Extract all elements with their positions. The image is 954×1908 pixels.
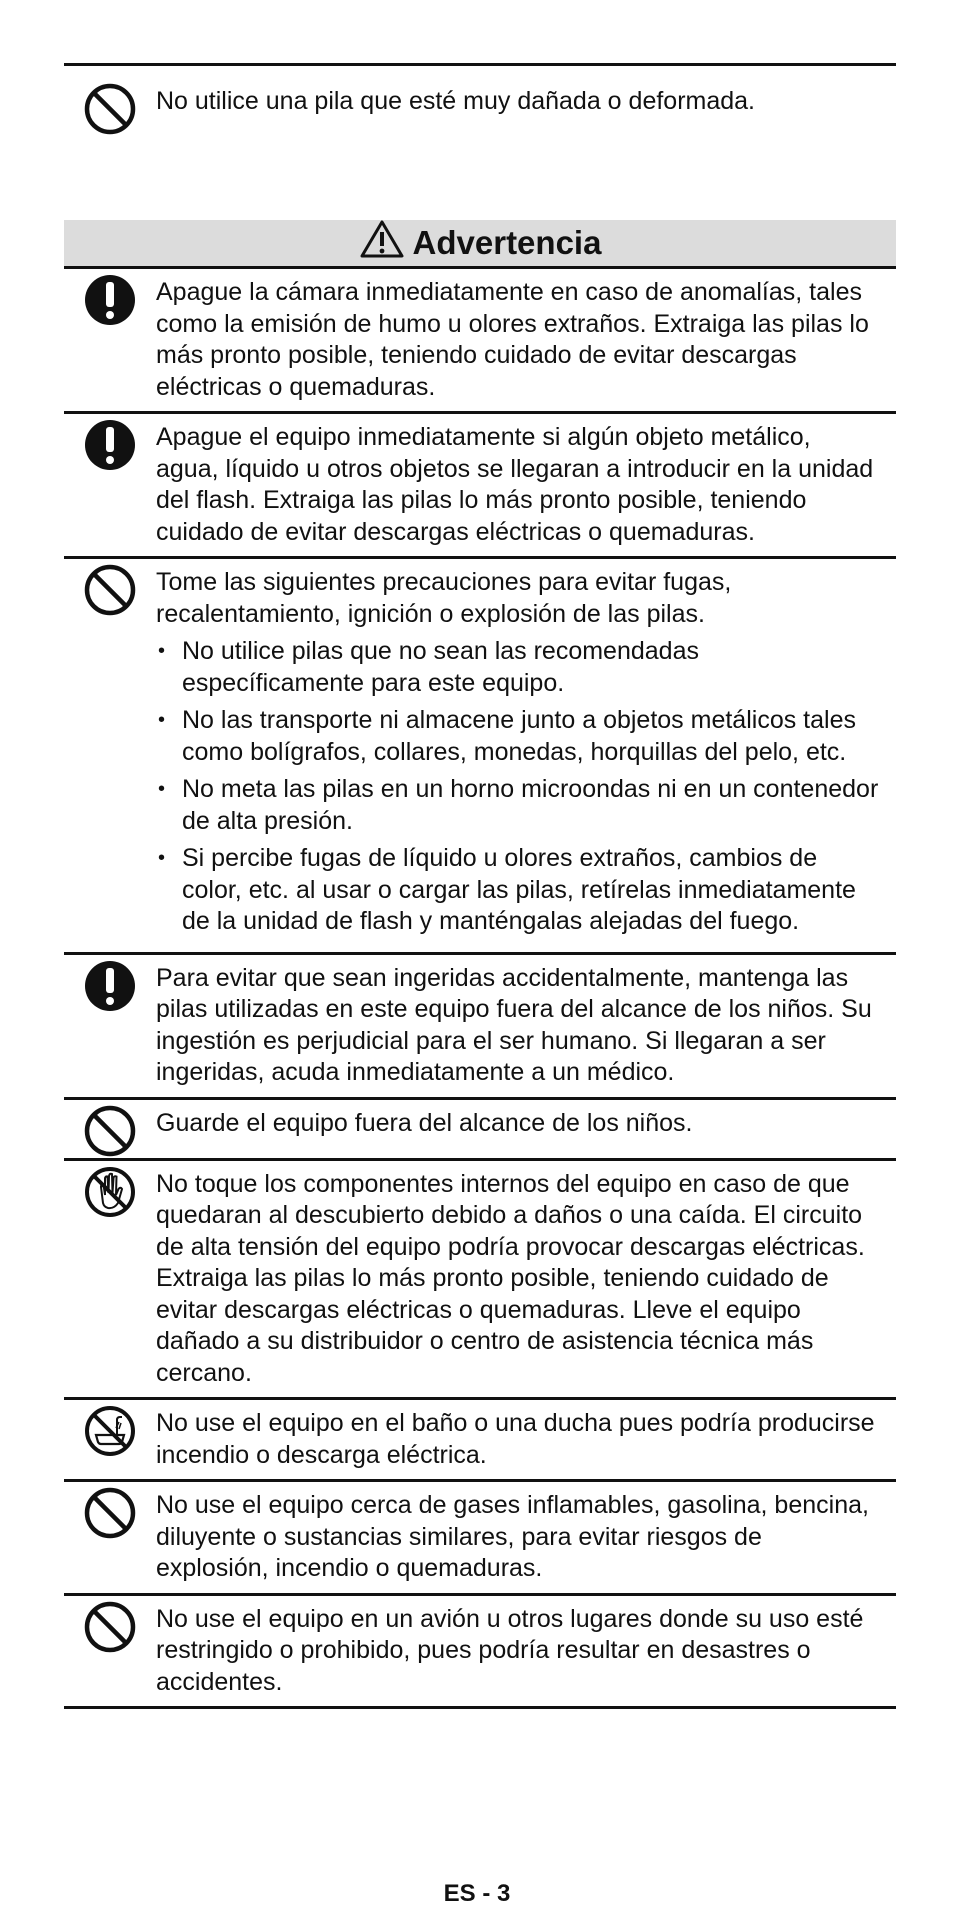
warning-item-text: No use el equipo en un avión u otros lugares donde su uso esté restringido o prohibido, pues podría resultar en desastres o accidentes. xyxy=(156,1604,864,1696)
warning-item xyxy=(64,559,896,955)
page-number: ES - 3 xyxy=(443,1880,511,1907)
warning-item xyxy=(64,1100,896,1161)
no-bath-shower-icon xyxy=(64,1400,156,1458)
prohibition-icon xyxy=(64,1100,156,1158)
prohibition-icon xyxy=(64,1596,156,1654)
top-warning-text: No utilice una pila que esté muy dañada o deformada. xyxy=(156,87,755,115)
prohibition-icon xyxy=(64,559,156,617)
warning-item-text: Para evitar que sean ingeridas accidentalmente, mantenga las pilas utilizadas en este equipo fuera del alcance de los niños. Su ingestión es perjudicial para el ser humano. Si llegaran a ser ingeridas, acuda inmediatamente a un médico. xyxy=(156,963,872,1086)
warning-item-text: Guarde el equipo fuera del alcance de los niños. xyxy=(156,1108,693,1137)
prohibition-icon xyxy=(64,1482,156,1540)
mandatory-exclamation-icon xyxy=(64,414,156,472)
mandatory-exclamation-icon xyxy=(64,955,156,1013)
warning-item xyxy=(64,414,896,559)
precaution-bullet: • Si percibe fugas de líquido u olores extraños, cambios de color, etc. al usar o cargar las pilas, retírelas inmediatamente de la unidad de flash y manténgalas alejadas del fuego. xyxy=(156,843,880,938)
warning-item xyxy=(64,955,896,1100)
warning-item xyxy=(64,1596,896,1710)
prohibition-icon xyxy=(64,78,156,136)
warning-item-text: Apague el equipo inmediatamente si algún objeto metálico, agua, líquido u otros objetos se llegaran a introducir en la unidad del flash. Extraiga las pilas lo más pronto posible, teniendo cuidado de evitar descargas eléctricas o quemaduras. xyxy=(156,423,874,546)
do-not-touch-icon xyxy=(64,1161,156,1219)
warning-item-text: No use el equipo en el baño o una ducha pues podría producirse incendio o descarga eléctrica. xyxy=(156,1409,875,1469)
warning-item-text: No use el equipo cerca de gases inflamables, gasolina, bencina, diluyente o sustancias similares, para evitar riesgos de explosión, incendio o quemaduras. xyxy=(156,1491,869,1582)
warning-item xyxy=(64,269,896,414)
safety-page xyxy=(64,63,896,1709)
top-warning-row xyxy=(64,63,896,160)
warning-item-text: No toque los componentes internos del equipo en caso de que quedaran al descubierto debido a daños o una caída. El circuito de alta tensión del equipo podría provocar descargas eléctricas. Extraiga las pilas lo más pronto posible, teniendo cuidado de evitar descargas eléctricas o quemaduras. Lleve el equipo dañado a su distribuidor o centro de asistencia técnica más cercano. xyxy=(156,1169,865,1387)
warning-item xyxy=(64,1161,896,1401)
mandatory-exclamation-icon xyxy=(64,269,156,327)
warning-item xyxy=(64,1400,896,1482)
warning-item-text: Tome las siguientes precauciones para evitar fugas, recalentamiento, ignición o explosión de las pilas. • No utilice pilas que no sean las recomendadas específicamente para este equipo. • No las transporte ni almacene junto a objetos metálicos tales como bolígrafos, collares, monedas, horquillas del pelo, etc. • No meta las pilas en un horno microondas ni en un contenedor de alta presión. • Si percibe fugas de líquido u olores extraños, cambios de color, etc. al usar o cargar las pilas, retírelas inmediatamente de la unidad de flash y manténgalas alejadas del fuego. xyxy=(156,559,896,952)
precaution-list xyxy=(156,636,880,938)
precaution-bullet: • No meta las pilas en un horno microondas ni en un contenedor de alta presión. xyxy=(156,774,880,837)
warning-item xyxy=(64,1482,896,1596)
warning-triangle-icon xyxy=(359,219,413,267)
warning-item-text: Apague la cámara inmediatamente en caso de anomalías, tales como la emisión de humo u olores extraños. Extraiga las pilas lo más pronto posible, teniendo cuidado de evitar descargas eléctricas o quemaduras. xyxy=(156,278,869,401)
warning-banner-title: Advertencia xyxy=(412,224,602,261)
precaution-bullet: • No utilice pilas que no sean las recomendadas específicamente para este equipo. xyxy=(156,636,880,699)
precaution-bullet: • No las transporte ni almacene junto a objetos metálicos tales como bolígrafos, collares, monedas, horquillas del pelo, etc. xyxy=(156,705,880,768)
warning-banner xyxy=(64,220,896,269)
